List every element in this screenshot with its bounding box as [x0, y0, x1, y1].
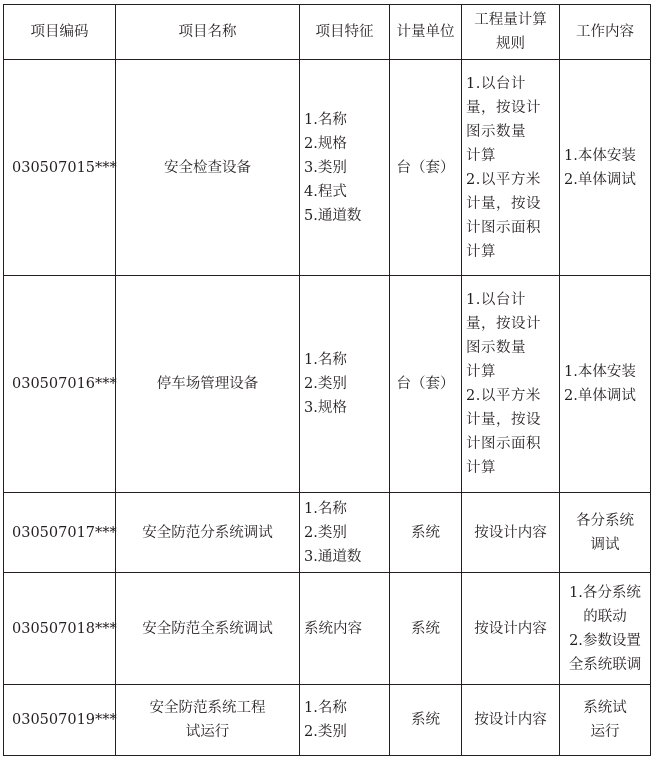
work-content-cell [560, 60, 651, 276]
work-line: 1.各分系统 [569, 584, 641, 601]
table-row [4, 685, 651, 756]
header-calculation-rule [462, 5, 560, 60]
work-line: 1.本体安装 [564, 364, 636, 380]
rule-line: 1.以台计 [466, 292, 526, 308]
rule-line: 计算 [466, 147, 496, 164]
calculation-rule-cell [462, 493, 560, 573]
work-content-cell [560, 685, 651, 756]
work-line: 调试 [590, 536, 620, 553]
item-name-line: 停车场管理设备 [156, 376, 259, 392]
unit-cell: 系统 [390, 493, 462, 573]
calculation-rule-cell [462, 573, 560, 685]
rule-line: 按设计内容 [474, 620, 547, 637]
feature-line: 1.名称 [304, 111, 347, 128]
rule-line: 计量，按设 [466, 195, 541, 212]
rule-line: 按设计内容 [474, 524, 547, 541]
feature-line: 2.类别 [304, 724, 347, 740]
rule-line: 图示数量 [466, 123, 526, 140]
item-code-cell: 030507015*** [4, 60, 116, 276]
feature-line: 2.类别 [304, 524, 347, 541]
rule-line: 1.以台计 [466, 75, 526, 92]
item-name-cell [116, 60, 300, 276]
rule-line: 计算 [466, 460, 496, 476]
calculation-rule-cell [462, 685, 560, 756]
header-item-code: 项目编码 [4, 5, 116, 60]
unit-cell: 台（套） [390, 276, 462, 493]
rule-line: 2.以平方米 [466, 388, 541, 404]
rule-line: 2.以平方米 [466, 171, 541, 188]
item-code-cell: 030507019*** [4, 685, 116, 756]
calculation-rule-cell [462, 60, 560, 276]
work-content-cell [560, 573, 651, 685]
item-name-cell [116, 493, 300, 573]
item-code-cell: 030507018*** [4, 573, 116, 685]
rule-line: 计图示面积 [466, 219, 541, 236]
item-code-cell: 030507016*** [4, 276, 116, 493]
header-rule-line: 工程量计算 [474, 12, 547, 28]
work-line: 2.单体调试 [564, 388, 636, 404]
header-rule-line: 规则 [496, 36, 525, 52]
rule-line: 计图示面积 [466, 436, 541, 452]
item-name-line: 试运行 [185, 724, 230, 740]
feature-line: 2.类别 [304, 376, 347, 392]
rule-line: 计算 [466, 243, 496, 260]
table-row [4, 60, 651, 276]
feature-line: 3.通道数 [304, 548, 362, 565]
work-line: 全系统联调 [568, 656, 642, 673]
work-line: 2.单体调试 [564, 171, 636, 188]
item-features-cell [300, 60, 390, 276]
rule-line: 按设计内容 [474, 712, 547, 728]
work-line: 1.本体安装 [564, 147, 636, 164]
header-item-name: 项目名称 [116, 5, 300, 60]
feature-line: 5.通道数 [304, 207, 362, 224]
feature-line: 1.名称 [304, 700, 347, 716]
unit-cell: 系统 [390, 685, 462, 756]
feature-line: 系统内容 [304, 620, 362, 637]
feature-line: 1.名称 [304, 352, 347, 368]
item-features-cell [300, 493, 390, 573]
feature-line: 3.规格 [304, 400, 347, 416]
calculation-rule-cell [462, 276, 560, 493]
header-work-content: 工作内容 [560, 5, 651, 60]
feature-line: 1.名称 [304, 500, 347, 517]
feature-line: 4.程式 [304, 183, 347, 200]
rule-line: 量，按设计 [466, 316, 541, 332]
work-line: 运行 [590, 724, 620, 740]
work-content-cell [560, 276, 651, 493]
work-line: 2.参数设置 [569, 632, 641, 649]
item-name-line: 安全检查设备 [164, 159, 251, 176]
item-name-cell [116, 573, 300, 685]
unit-cell: 台（套） [390, 60, 462, 276]
table-row [4, 573, 651, 685]
table-row [4, 276, 651, 493]
header-unit: 计量单位 [390, 5, 462, 60]
unit-cell: 系统 [390, 573, 462, 685]
rule-line: 图示数量 [466, 340, 526, 356]
item-name-cell [116, 276, 300, 493]
work-content-cell [560, 493, 651, 573]
item-code-cell: 030507017*** [4, 493, 116, 573]
feature-line: 2.规格 [304, 135, 347, 152]
item-name-cell [116, 685, 300, 756]
work-line: 的联动 [583, 608, 627, 625]
rule-line: 量，按设计 [466, 99, 541, 116]
work-line: 各分系统 [576, 512, 634, 529]
item-name-line: 安全防范全系统调试 [142, 620, 273, 637]
rule-line: 计算 [466, 364, 496, 380]
item-features-cell [300, 573, 390, 685]
item-name-line: 安全防范系统工程 [149, 700, 266, 716]
feature-line: 3.类别 [304, 159, 347, 176]
project-specification-table [3, 4, 651, 756]
item-features-cell [300, 685, 390, 756]
item-features-cell [300, 276, 390, 493]
header-item-features: 项目特征 [300, 5, 390, 60]
table-header-row [4, 5, 651, 60]
table-row [4, 493, 651, 573]
rule-line: 计量，按设 [466, 412, 541, 428]
work-line: 系统试 [583, 700, 627, 716]
item-name-line: 安全防范分系统调试 [142, 524, 273, 541]
